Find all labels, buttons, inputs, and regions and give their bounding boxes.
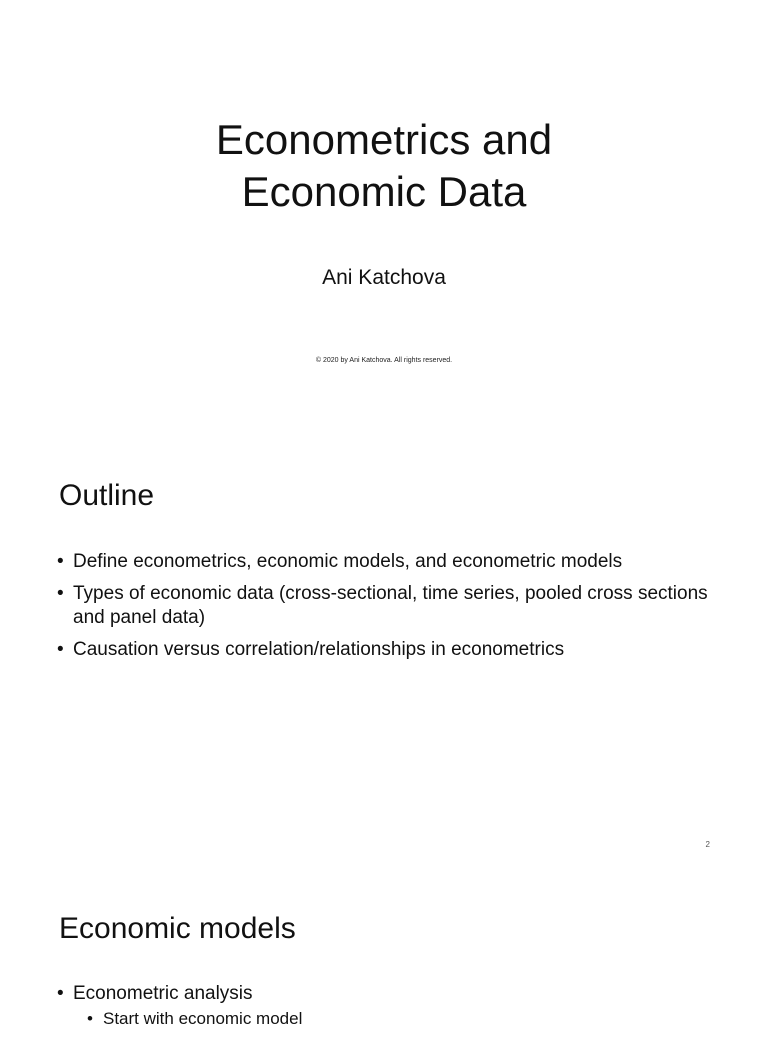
bullet-icon: • (57, 639, 64, 660)
bullet-item (57, 638, 727, 662)
bullet-icon: • (87, 1009, 93, 1028)
bullet-list (57, 550, 727, 670)
bullet-item (57, 982, 727, 1030)
bullet-item (57, 550, 727, 574)
title-slide (0, 0, 768, 430)
copyright-notice: © 2020 by Ani Katchova. All rights reserved. (315, 357, 453, 364)
bullet-text: Econometric analysis (73, 983, 253, 1004)
slide-heading: Outline (59, 479, 155, 512)
outline-slide (0, 430, 768, 860)
bullet-list (57, 982, 727, 1038)
sub-bullet-item (87, 1008, 727, 1030)
author-name: Ani Katchova (322, 266, 446, 289)
bullet-text: Define econometrics, economic models, and econometric models (73, 551, 623, 572)
slide-heading: Economic models (59, 912, 296, 945)
sub-bullet-text: Start with economic model (103, 1009, 303, 1028)
bullet-icon: • (57, 583, 64, 604)
bullet-icon: • (57, 983, 64, 1004)
title-line-2: Economic Data (241, 168, 527, 215)
page-number: 2 (705, 840, 710, 849)
economic-models-slide (0, 860, 768, 1028)
title-line-1: Econometrics and (215, 116, 553, 163)
bullet-text: Causation versus correlation/relationships in econometrics (73, 639, 565, 660)
bullet-item (57, 582, 727, 630)
presentation-title (0, 114, 768, 218)
bullet-text: Types of economic data (cross-sectional, time series, pooled cross sections and panel data) (73, 583, 708, 628)
bullet-icon: • (57, 551, 64, 572)
sub-bullet-list (73, 1008, 727, 1030)
